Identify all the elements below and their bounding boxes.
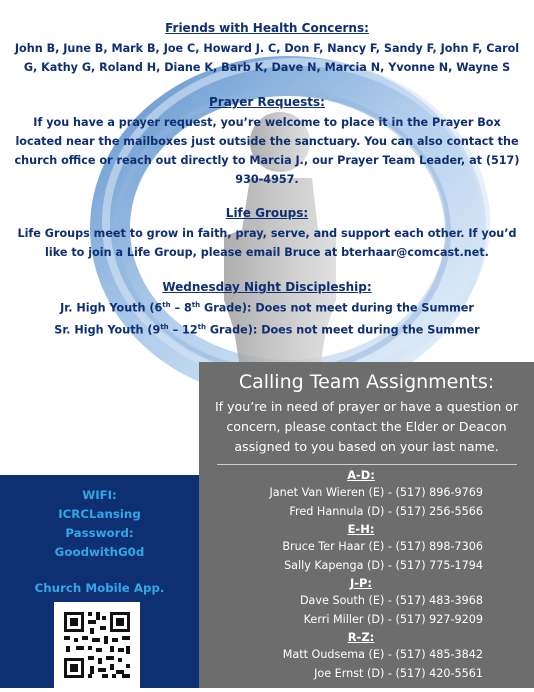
assignment-entry: Sally Kapenga (D) - (517) 775-1794 (284, 559, 483, 572)
wifi-password: GoodwithG0d (54, 545, 145, 559)
life-groups-body (0, 224, 534, 262)
friends-section (0, 20, 534, 77)
group-label: J-P: (349, 576, 373, 590)
friends-names (0, 39, 534, 77)
wednesday-section (0, 279, 534, 339)
group-a-d (199, 467, 483, 521)
calling-intro-line: concern, please contact the Elder or Deacon (226, 419, 507, 434)
qr-code-graphic (54, 602, 140, 688)
friends-line: John B, June B, Mark B, Joe C, Howard J. C, Don F, Nancy F, Sandy F, John F, Carol (14, 42, 520, 55)
wifi-network: ICRCLansing (58, 507, 141, 521)
group-label: E-H: (347, 522, 375, 536)
calling-team-panel (199, 362, 534, 688)
prayer-line: If you have a prayer request, you’re welcome to place it in the Prayer Box (33, 116, 501, 129)
prayer-section (0, 94, 534, 189)
assignment-entry: Janet Van Wieren (E) - (517) 896-9769 (269, 486, 483, 499)
calling-divider (217, 464, 517, 465)
prayer-title: Prayer Requests: (209, 95, 325, 109)
friends-line: G, Kathy G, Roland H, Diane K, Barb K, Dave N, Marcia N, Yvonne N, Wayne S (23, 61, 511, 74)
wifi-panel (0, 475, 199, 688)
wifi-label: WIFI: (82, 488, 117, 502)
group-j-p (199, 575, 483, 629)
group-r-z (199, 629, 483, 683)
app-label: Church Mobile App. (34, 581, 165, 595)
group-label: A-D: (347, 468, 375, 482)
calling-intro-line: If you’re in need of prayer or have a question or (214, 399, 519, 414)
calling-intro (199, 397, 534, 457)
prayer-line: 930-4957. (235, 173, 299, 186)
assignments-list (199, 467, 483, 683)
assignment-entry: Dave South (E) - (517) 483-3968 (299, 594, 483, 607)
life-groups-section (0, 205, 534, 262)
life-groups-title: Life Groups: (225, 206, 309, 220)
prayer-line: church office or reach out directly to Marcia J., our Prayer Team Leader, at (517) (14, 154, 520, 167)
wednesday-title: Wednesday Night Discipleship: (162, 280, 372, 294)
sr-high-line: Sr. High Youth (9th – 12th Grade): Does not meet during the Summer (54, 322, 480, 337)
group-label: R-Z: (347, 630, 375, 644)
wednesday-body (0, 296, 534, 339)
wifi-password-label: Password: (65, 526, 134, 540)
assignment-entry: Matt Oudsema (E) - (517) 485-3842 (282, 648, 483, 661)
qr-code-icon[interactable] (54, 602, 140, 688)
assignment-entry: Kerri Miller (D) - (517) 927-9209 (303, 613, 483, 626)
calling-intro-line: assigned to you based on your last name. (234, 439, 499, 454)
friends-title: Friends with Health Concerns: (165, 21, 369, 35)
prayer-line: located near the mailboxes just outside the sanctuary. You can also contact the (15, 135, 519, 148)
assignment-entry: Bruce Ter Haar (E) - (517) 898-7306 (282, 540, 483, 553)
prayer-body (0, 113, 534, 189)
life-groups-line: like to join a Life Group, please email Bruce at bterhaar@comcast.net. (45, 246, 489, 259)
assignment-entry: Joe Ernst (D) - (517) 420-5561 (314, 667, 483, 680)
calling-title: Calling Team Assignments: (238, 371, 495, 393)
group-e-h (199, 521, 483, 575)
assignment-entry: Fred Hannula (D) - (517) 256-5566 (289, 505, 483, 518)
life-groups-line: Life Groups meet to grow in faith, pray, serve, and support each other. If you’d (17, 227, 517, 240)
jr-high-line: Jr. High Youth (6th – 8th Grade): Does not meet during the Summer (60, 301, 474, 315)
